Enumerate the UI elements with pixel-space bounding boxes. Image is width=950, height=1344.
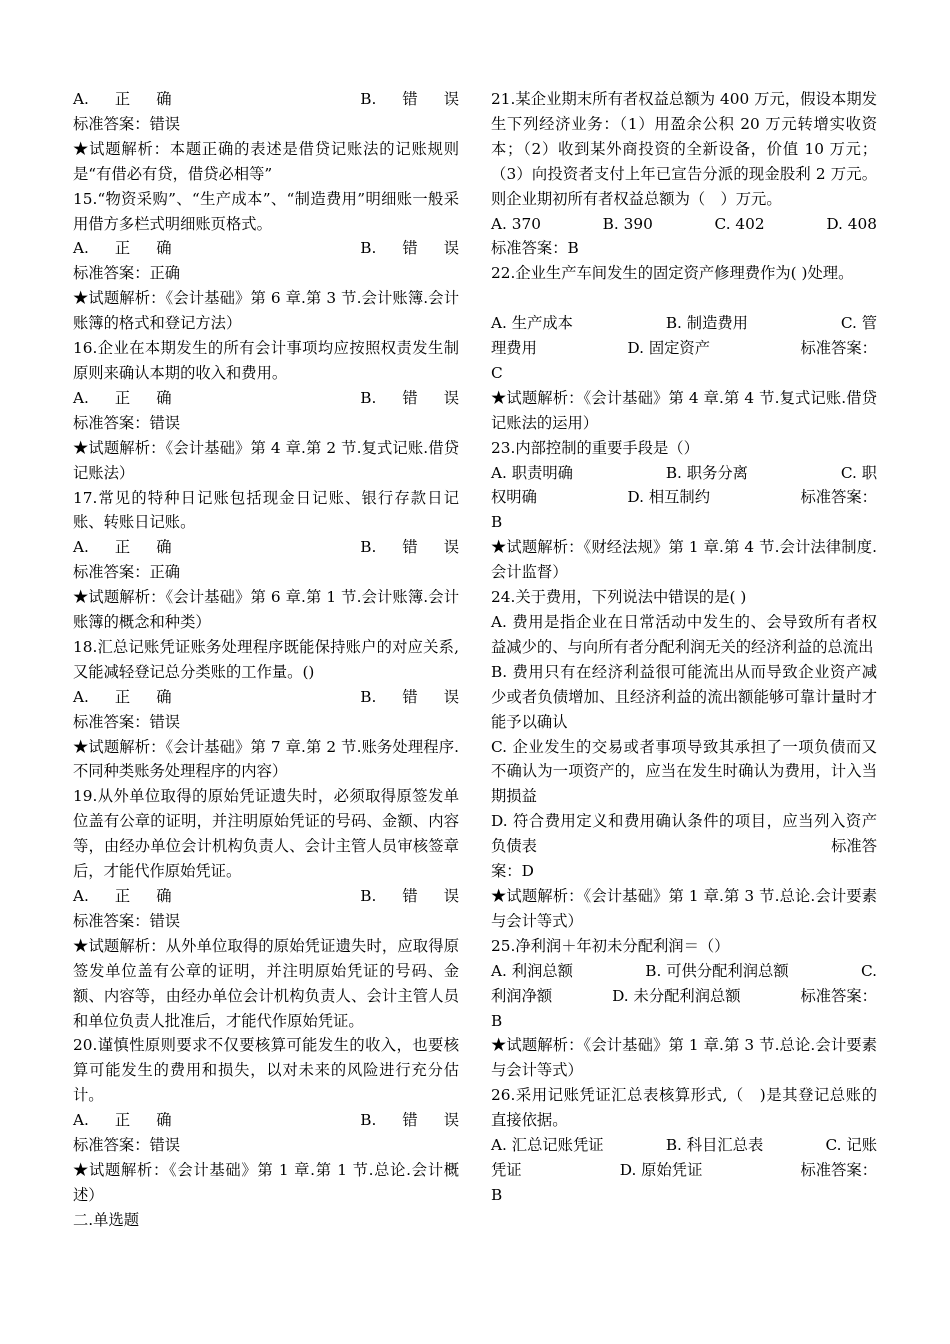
answer: 标准答案：正确: [73, 264, 181, 283]
true-false-options: [73, 87, 459, 112]
true-false-options: [73, 1108, 459, 1133]
options-row: [491, 1133, 877, 1158]
option-c: C. 402: [714, 214, 765, 233]
options-row: [491, 485, 877, 510]
answer: 标准答案：错误: [73, 114, 181, 133]
option-a: A. 370: [491, 214, 541, 233]
option-d: D. 固定资产: [627, 339, 711, 358]
true-false-options: [73, 884, 459, 909]
question: 17.常见的特种日记账包括现金日记账、银行存款日记账、转账日记账。: [73, 488, 459, 532]
answer: 标准答案：错误: [73, 911, 181, 930]
analysis: ★试题解析：《会计基础》第 1 章.第 3 节.总论.会计要素与会计等式）: [491, 886, 877, 930]
analysis: ★试题解析：《会计基础》第 1 章.第 1 节.总论.会计概述）: [73, 1160, 459, 1204]
analysis: ★试题解析：《会计基础》第 7 章.第 2 节.账务处理程序.不同种类账务处理程序的内容）: [73, 737, 459, 781]
answer: 标准答案：错误: [73, 712, 181, 731]
option-b: B. 制造费用: [665, 314, 748, 333]
option-a: A. 汇总记账凭证: [491, 1136, 604, 1155]
option-d: D. 原始凭证: [619, 1160, 703, 1179]
true-false-options: [73, 236, 459, 261]
option-d: D. 408: [826, 214, 877, 233]
option-b: B. 错 误: [360, 90, 459, 108]
answer-label: 标准答案：: [800, 1160, 877, 1179]
option-a: A. 利润总额: [491, 961, 573, 980]
option-c: C. 职: [840, 463, 877, 482]
question: 16.企业在本期发生的所有会计事项均应按照权责发生制原则来确认本期的收入和费用。: [73, 339, 459, 382]
option-a: A. 正 确: [73, 538, 172, 557]
section-heading: 二.单选题: [73, 1210, 140, 1229]
option-d: D. 符合费用定义和费用确认条件的项目，应当列入资产负债表 标准答: [491, 809, 877, 859]
question: 24.关于费用，下列说法中错误的是( ): [491, 588, 747, 607]
option-c-cont: 凭证: [491, 1160, 522, 1179]
answer-label: 标准答案：: [800, 488, 877, 507]
option-c: C. 记账: [825, 1136, 877, 1155]
answer-label: 标准答案：: [800, 339, 877, 358]
option-b: B. 可供分配利润总额: [645, 961, 789, 980]
answer: 标准答案：错误: [73, 1136, 181, 1155]
question: 22.企业生产车间发生的固定资产修理费作为( )处理。: [491, 264, 854, 283]
options-row: [491, 212, 877, 237]
option-a: A. 正 确: [73, 1111, 172, 1130]
option-a: A. 职责明确: [491, 463, 573, 482]
option-d: D. 未分配利润总额: [612, 986, 741, 1005]
option-c: C. 企业发生的交易或者事项导致其承担了一项负债而又不确认为一项资产的，应当在发生时确认为费用，计入当期损益: [491, 737, 877, 806]
true-false-options: [73, 386, 459, 411]
option-b: B. 错 误: [360, 388, 459, 407]
answer-value: C: [491, 363, 503, 382]
question: 21.某企业期末所有者权益总额为 400 万元，假设本期发生下列经济业务：（1）用盈余公积 20 万元转增实收资本；（2）收到某外商投资的全新设备，价值 10 万元；（3）向投资者支付上年已宣告分派的现金股利 2 万元。则企业期初所有者权益总额为（ ）万元。: [491, 90, 877, 208]
options-row: [491, 336, 877, 361]
option-a: A. 费用是指企业在日常活动中发生的、会导致所有者权益减少的、与向所有者分配利润无关的经济利益的总流出: [491, 613, 877, 656]
option-b: B. 错 误: [360, 1111, 459, 1130]
option-c: C. 管: [840, 314, 877, 333]
answer-label: 标准答案：: [800, 986, 877, 1005]
question: 25.净利润＋年初未分配利润＝（）: [491, 936, 730, 955]
question: 15.“物资采购”、“生产成本”、“制造费用”明细账一般采用借方多栏式明细账页格式。: [73, 189, 459, 233]
option-b: B. 390: [602, 214, 653, 233]
question: 26.采用记账凭证汇总表核算形式,（ )是其登记总账的直接依据。: [491, 1086, 877, 1130]
option-b: B. 错 误: [360, 239, 459, 258]
option-c-cont: 权明确: [491, 488, 537, 507]
true-false-options: [73, 535, 459, 560]
option-a: A. 正 确: [73, 388, 172, 407]
analysis: ★试题解析：本题正确的表述是借贷记账法的记账规则是“有借必有贷，借贷必相等”: [73, 139, 459, 183]
option-c: C.: [860, 961, 877, 980]
option-a: A. 正 确: [73, 887, 172, 905]
analysis: ★试题解析：《会计基础》第 4 章.第 2 节.复式记账.借贷记账法）: [73, 438, 459, 482]
options-row: [491, 959, 877, 984]
option-b: B. 错 误: [360, 538, 459, 557]
answer: 案：D: [491, 862, 534, 881]
question: 19.从外单位取得的原始凭证遗失时，必须取得原签发单位盖有公章的证明，并注明原始凭证的号码、金额、内容等，由经办单位会计机构负责人、会计主管人员审核签章后，才能代作原始凭证。: [73, 787, 459, 881]
analysis: ★试题解析：《财经法规》第 1 章.第 4 节.会计法律制度.会计监督）: [491, 538, 877, 582]
options-row: [491, 984, 877, 1009]
option-a: A. 正 确: [73, 687, 172, 706]
options-row: [491, 461, 877, 486]
answer: 标准答案：错误: [73, 413, 181, 432]
option-c-cont: 利润净额: [491, 986, 553, 1005]
options-row: [491, 1158, 877, 1183]
option-b: B. 费用只有在经济利益很可能流出从而导致企业资产减少或者负债增加、且经济利益的流出额能够可靠计量时才能予以确认: [491, 662, 877, 731]
answer-label: 标准答: [831, 837, 877, 856]
option-a: A. 生产成本: [491, 314, 573, 333]
option-b: B. 科目汇总表: [665, 1136, 764, 1155]
answer: 标准答案：B: [491, 239, 579, 258]
question: 20.谨慎性原则要求不仅要核算可能发生的收入，也要核算可能发生的费用和损失，以对未来的风险进行充分估计。: [73, 1036, 459, 1105]
spacer: [491, 286, 877, 311]
option-a: A. 正 确: [73, 239, 172, 258]
answer-value: B: [491, 513, 503, 532]
option-b: B. 错 误: [360, 687, 459, 706]
left-column: [73, 87, 459, 1233]
analysis: ★试题解析：从外单位取得的原始凭证遗失时，应取得原签发单位盖有公章的证明，并注明原始凭证的号码、金额、内容等，由经办单位会计机构负责人、会计主管人员和单位负责人批准后，才能代作原始凭证。: [73, 936, 459, 1030]
analysis: ★试题解析：《会计基础》第 1 章.第 3 节.总论.会计要素与会计等式）: [491, 1036, 877, 1080]
option-b: B. 职务分离: [665, 463, 748, 482]
option-d: D. 相互制约: [627, 488, 711, 507]
question: 18.汇总记账凭证账务处理程序既能保持账户的对应关系,又能减轻登记总分类账的工作量。(): [73, 637, 459, 681]
question: 23.内部控制的重要手段是（）: [491, 438, 699, 457]
options-row: [491, 311, 877, 336]
analysis: ★试题解析：《会计基础》第 4 章.第 4 节.复式记账.借贷记账法的运用）: [491, 388, 877, 432]
answer-value: B: [491, 1011, 503, 1030]
true-false-options: [73, 685, 459, 710]
option-b: B. 错 误: [360, 887, 459, 905]
right-column: [491, 87, 877, 1208]
analysis: ★试题解析：《会计基础》第 6 章.第 1 节.会计账簿.会计账簿的概念和种类）: [73, 588, 459, 632]
analysis: ★试题解析：《会计基础》第 6 章.第 3 节.会计账簿.会计账簿的格式和登记方法）: [73, 289, 459, 333]
option-c-cont: 理费用: [491, 339, 537, 358]
answer-value: B: [491, 1185, 503, 1204]
answer: 标准答案：正确: [73, 563, 181, 582]
option-a: A. 正 确: [73, 90, 172, 108]
